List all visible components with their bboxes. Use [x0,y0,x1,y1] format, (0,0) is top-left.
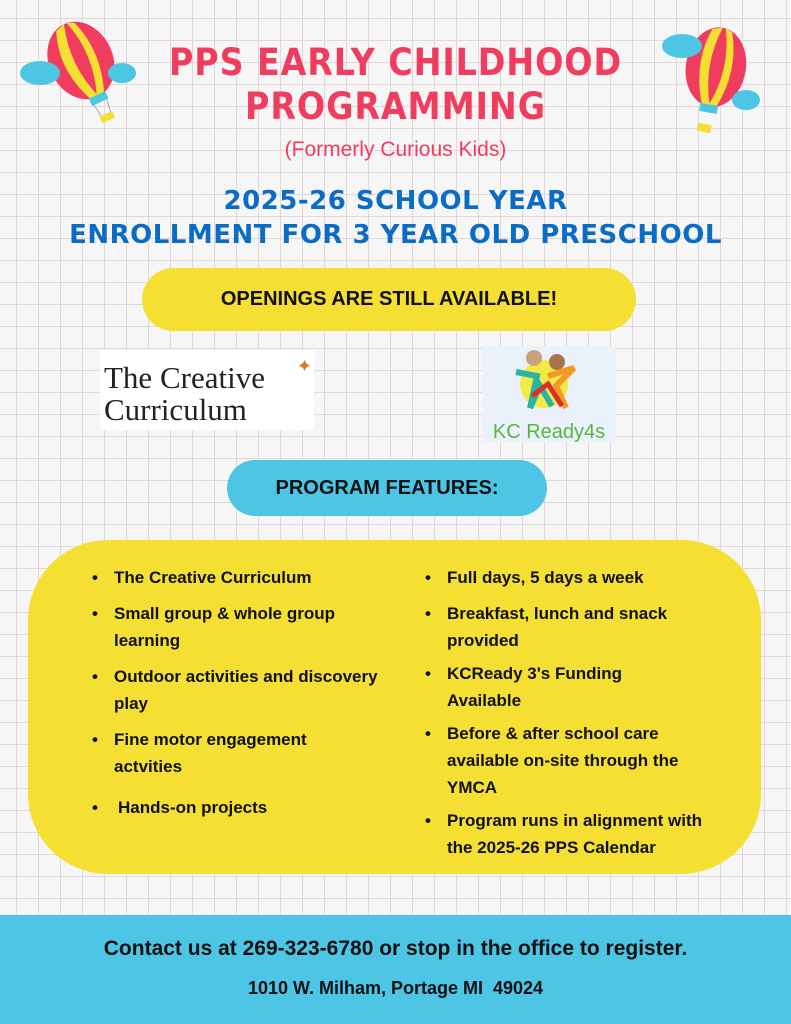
enrollment-heading: ENROLLMENT FOR 3 YEAR OLD PRESCHOOL [69,220,722,250]
list-item: • Program runs in alignment with the 2025-26 PPS Calendar [425,807,725,861]
school-year: 2025-26 SCHOOL YEAR [223,186,568,216]
address-text: 1010 W. Milham, Portage MI 49024 [247,978,544,998]
subtitle: (Formerly Curious Kids) [284,138,507,161]
kc-ready4s-logo [482,346,616,442]
list-item: • Small group & whole group learning [92,600,382,654]
list-item: • Fine motor engagement actvities [92,726,332,780]
logo-text: The Creative [104,360,265,395]
creative-curriculum-logo [100,350,314,430]
title-line2: PROGRAMMING [245,85,546,128]
kids-logo-icon [482,346,616,416]
list-item: • KCReady 3's Funding Available [425,660,645,714]
list-item: • The Creative Curriculum [92,564,382,591]
logo-text: Curriculum [104,392,247,427]
list-item: • Breakfast, lunch and snack provided [425,600,725,654]
footer [0,915,791,1024]
program-features-label: PROGRAM FEATURES: [227,460,547,516]
features-right-list [425,564,725,870]
list-item: • Before & after school care available on-site through the YMCA [425,720,705,801]
features-panel [28,540,761,874]
list-item: • Full days, 5 days a week [425,564,725,591]
openings-banner: OPENINGS ARE STILL AVAILABLE! [142,268,636,331]
contact-text: Contact us at 269-323-6780 or stop in the office to register. [103,937,688,960]
logo-text: KC Ready4s [492,421,606,443]
features-left-list [92,564,382,830]
list-item: • Outdoor activities and discovery play [92,663,382,717]
butterfly-icon: ✦ [296,356,312,376]
title-line1: PPS EARLY CHILDHOOD [168,41,623,84]
list-item: • Hands-on projects [92,794,382,821]
